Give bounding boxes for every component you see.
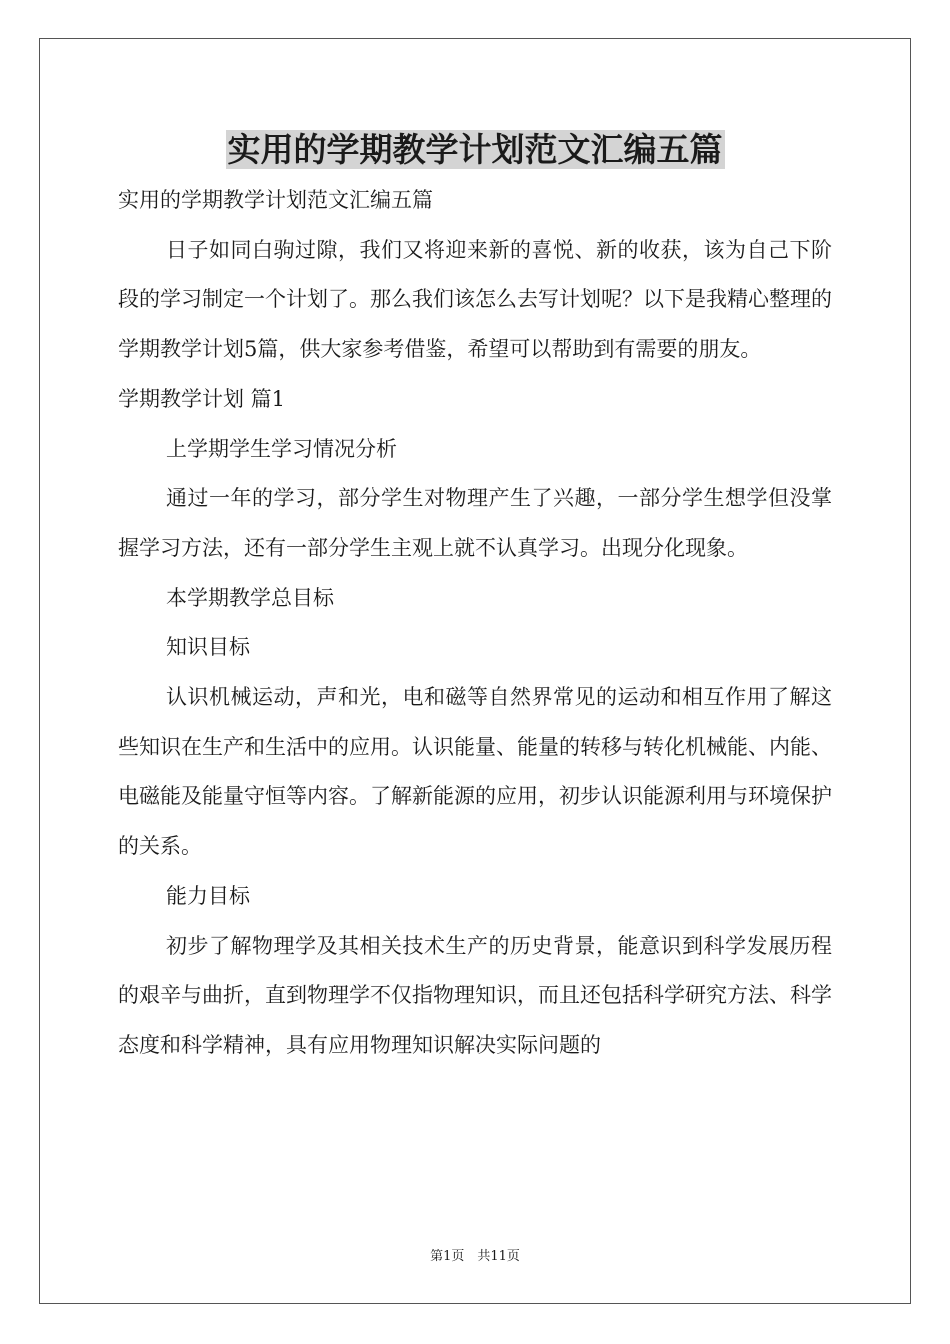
paragraph-intro: 日子如同白驹过隙，我们又将迎来新的喜悦、新的收获，该为自己下阶段的学习制定一个计划了。那么我们该怎么去写计划呢？以下是我精心整理的学期教学计划5篇，供大家参考借鉴，希望可以帮助到有需要的朋友。 xyxy=(118,237,832,362)
paragraph-ability-heading: 能力目标 xyxy=(166,883,250,908)
paragraph-goal-heading: 本学期教学总目标 xyxy=(166,585,334,610)
document-body xyxy=(118,176,832,1071)
paragraph-knowledge: 认识机械运动，声和光，电和磁等自然界常见的运动和相互作用了解这些知识在生产和生活中的应用。认识能量、能量的转移与转化机械能、内能、电磁能及能量守恒等内容。了解新能源的应用，初步认识能源利用与环境保护的关系。 xyxy=(118,685,832,859)
document-title-text: 实用的学期教学计划范文汇编五篇 xyxy=(227,130,723,169)
paragraph-ability: 初步了解物理学及其相关技术生产的历史背景，能意识到科学发展历程的艰辛与曲折，直到物理学不仅指物理知识，而且还包括科学研究方法、科学态度和科学精神，具有应用物理知识解决实际问题的 xyxy=(118,933,832,1057)
document-title xyxy=(0,126,950,174)
paragraph-subtitle: 实用的学期教学计划范文汇编五篇 xyxy=(118,188,433,212)
paragraph-analysis-heading: 上学期学生学习情况分析 xyxy=(166,436,397,461)
paragraph-knowledge-heading: 知识目标 xyxy=(166,635,250,660)
section-heading: 学期教学计划 篇1 xyxy=(118,386,286,411)
paragraph-analysis: 通过一年的学习，部分学生对物理产生了兴趣，一部分学生想学但没掌握学习方法，还有一部分学生主观上就不认真学习。出现分化现象。 xyxy=(118,486,832,560)
page-footer: 第1页 共11页 xyxy=(430,1249,520,1264)
